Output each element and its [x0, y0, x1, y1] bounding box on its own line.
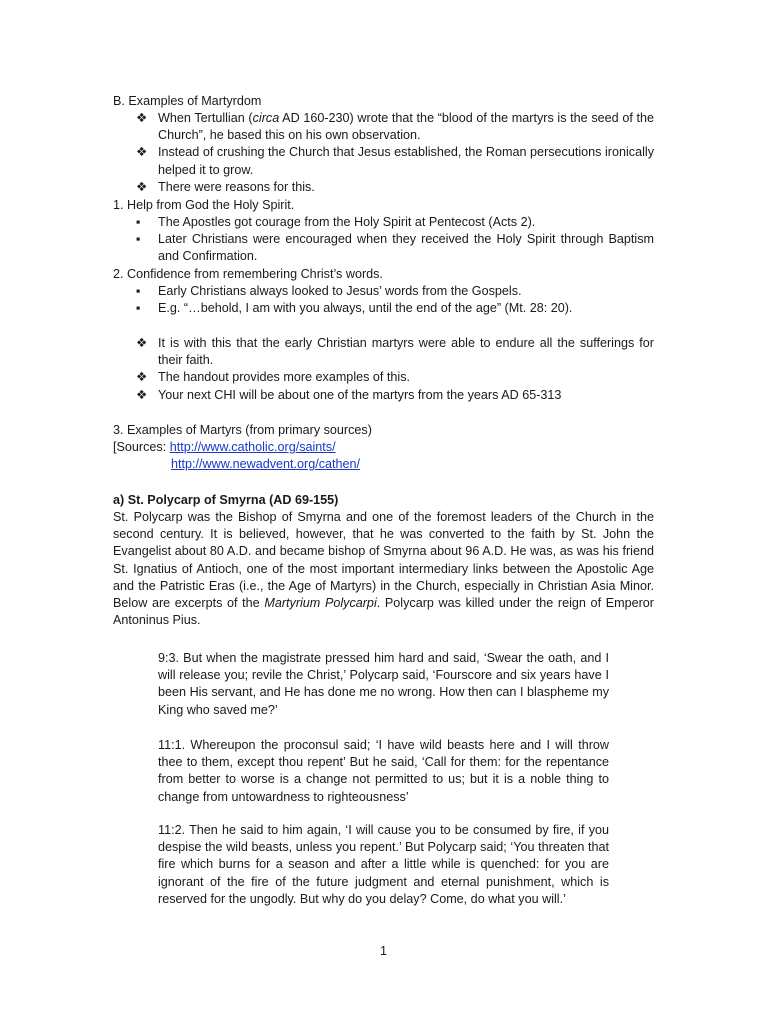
bullet-text: It is with this that the early Christian martyrs were able to endure all the sufferings for their faith. — [158, 336, 654, 368]
point-2-heading: 2. Confidence from remembering Christ’s words. — [113, 267, 383, 281]
point-1-list — [136, 214, 654, 266]
summary-bullets — [136, 335, 654, 404]
catholic-org-link[interactable]: http://www.catholic.org/saints/ — [169, 440, 336, 454]
polycarp-heading: a) St. Polycarp of Smyrna (AD 69-155) — [113, 493, 339, 507]
sources-line-2 — [171, 456, 360, 473]
section-b-heading: B. Examples of Martyrdom — [113, 94, 262, 108]
list-item — [136, 214, 654, 231]
bullet-text: When Tertullian (circa AD 160-230) wrote that the “blood of the martyrs is the seed of the Church”, he based this on his own observation. — [158, 111, 655, 143]
point-2-list — [136, 283, 654, 317]
bullet-text: Instead of crushing the Church that Jesus established, the Roman persecutions ironically helped it to grow. — [158, 145, 654, 177]
quote-11-2: 11:2. Then he said to him again, ‘I will cause you to be consumed by fire, if you despise the wild beasts, unless you repent.’ But Polycarp said; ‘You threaten that fire which burns for a season and after a little while is quenched: for you are ignorant of the fire of the future judgment and eternal punishment, which is reserved for the ungodly. But why do you delay? Come, do what you will.’ — [158, 823, 609, 906]
diamond-bullet-icon: ❖ — [136, 387, 148, 402]
bullet-text: The Apostles got courage from the Holy Spirit at Pentecost (Acts 2). — [158, 215, 536, 229]
polycarp-paragraph: St. Polycarp was the Bishop of Smyrna and one of the foremost leaders of the Church in the second century. It is believed, however, that he was converted to the faith by St. John the Evangelist about 80 A.D. and became bishop of Smyrna about 96 A.D. He was, as was his friend St. Ignatius of Antioch, one of the most important intermediary links between the Apostolic Age and the Patristic Eras (i.e., the Age of Martyrs) in the Church, especially in Christian Asia Minor. Below are excerpts of the Martyrium Polycarpi. Polycarp was killed under the reign of Emperor Antoninus Pius. — [113, 510, 654, 628]
list-item — [136, 369, 654, 386]
list-item — [136, 179, 654, 196]
bullet-text: The handout provides more examples of this. — [158, 370, 411, 385]
square-bullet-icon: ▪ — [136, 215, 141, 229]
list-item — [136, 231, 654, 265]
diamond-bullet-icon: ❖ — [136, 179, 148, 194]
sources-label: [Sources: — [113, 440, 170, 454]
section-b-bullets — [136, 110, 654, 196]
point-3-heading: 3. Examples of Martyrs (from primary sources) — [113, 423, 372, 437]
page-number: 1 — [380, 944, 388, 958]
diamond-bullet-icon: ❖ — [136, 111, 148, 125]
diamond-bullet-icon: ❖ — [136, 336, 148, 350]
diamond-bullet-icon: ❖ — [136, 370, 148, 385]
bullet-text: Early Christians always looked to Jesus’ words from the Gospels. — [158, 284, 522, 298]
list-item — [136, 144, 654, 178]
list-item — [136, 387, 654, 404]
bullet-text: Your next CHI will be about one of the martyrs from the years AD 65-313 — [158, 387, 562, 402]
list-item — [136, 283, 654, 300]
bullet-text: Later Christians were encouraged when they received the Holy Spirit through Baptism and Confirmation. — [158, 232, 654, 264]
bullet-text: There were reasons for this. — [158, 179, 315, 194]
sources-line — [113, 439, 336, 456]
list-item — [136, 110, 654, 144]
list-item — [136, 300, 654, 317]
bullet-text: E.g. “…behold, I am with you always, until the end of the age” (Mt. 28: 20). — [158, 301, 573, 316]
newadvent-link[interactable]: http://www.newadvent.org/cathen/ — [171, 457, 361, 471]
list-item — [136, 335, 654, 369]
square-bullet-icon: ▪ — [136, 232, 141, 247]
diamond-bullet-icon: ❖ — [136, 145, 148, 160]
point-1-heading: 1. Help from God the Holy Spirit. — [113, 198, 295, 212]
square-bullet-icon: ▪ — [136, 284, 141, 298]
quote-9-3: 9:3. But when the magistrate pressed him hard and said, ‘Swear the oath, and I will release you; revile the Christ,’ Polycarp said, ‘Fourscore and six years have I been His servant, and He has done me no wrong. How then can I blaspheme my King who saved me?’ — [158, 651, 609, 717]
square-bullet-icon: ▪ — [136, 301, 141, 316]
quote-11-1: 11:1. Whereupon the proconsul said; ‘I have wild beasts here and I will throw thee to them, except thou repent’ But he said, ‘Call for them: for the repentance from better to worse is a change not permitted to us; but it is a noble thing to change from untowardness to righteousness’ — [158, 738, 609, 804]
